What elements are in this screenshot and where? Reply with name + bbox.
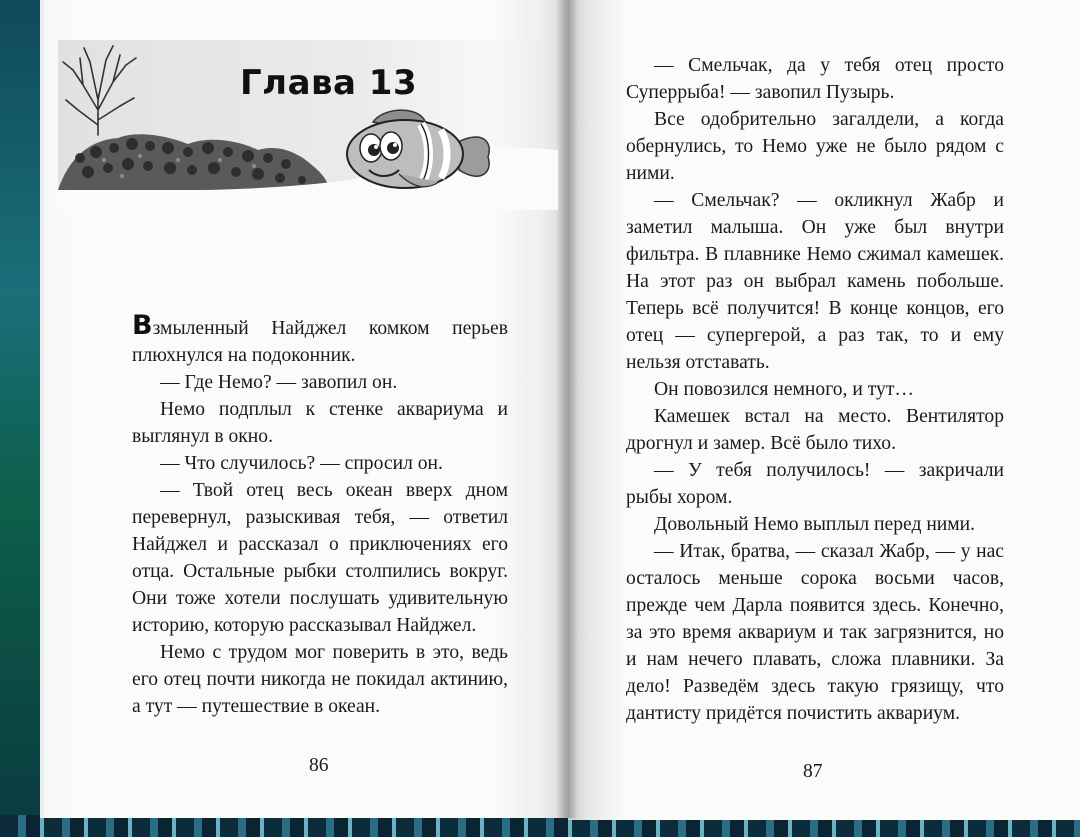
drop-cap: В (132, 310, 153, 341)
right-page-text (626, 52, 1004, 727)
paragraph: Он повозился немного, и тут… (654, 379, 914, 400)
paragraph: — Где Немо? — завопил он. (160, 372, 398, 393)
paragraph: Камешек встал на место. Вентилятор дрогнул и замер. Всё было тихо. (626, 406, 1004, 454)
paragraph: — Смельчак? — окликнул Жабр и заметил малыша. Он уже был внутри фильтра. В плавнике Немо сжимал камешек. На этот раз он выбрал камень побольше. Теперь всё получится! В конце концов, его отец — супергерой, а раз так, то и ему нельзя отставать. (626, 190, 1004, 373)
chapter-title: Глава 13 (240, 63, 418, 103)
book-gutter (556, 0, 578, 818)
page-number-left: 86 (309, 755, 329, 776)
paragraph: — Что случилось? — спросил он. (160, 453, 443, 474)
paragraph: — Итак, братва, — сказал Жабр, — у нас осталось меньше сорока восьми часов, прежде чем Дарла появится здесь. Конечно, за это время аквариум и так загрязнится, но и нам нечего плавать, сложа плавники. За дело! Разведём здесь такую грязищу, что дантисту придётся почистить аквариум. (626, 541, 1004, 724)
left-page-text (132, 310, 508, 720)
paragraph: Все одобрительно загалдели, а когда обернулись, то Немо уже не было рядом с ними. (626, 109, 1004, 184)
paragraph: — Твой отец весь океан вверх дном перевернул, разыскивая тебя, — ответил Найджел и рассказал о приключениях его отца. Остальные рыбки столпились вокруг. Они тоже хотели послушать удивительную историю, которую рассказывал Найджел. (132, 480, 508, 636)
paragraph: — Смельчак, да у тебя отец просто Суперрыба! — завопил Пузырь. (626, 55, 1004, 103)
paragraph: Взмыленный Найджел комком перьев плюхнулся на подоконник. (132, 310, 508, 366)
page-number-right: 87 (803, 761, 823, 782)
paragraph: Немо подплыл к стенке аквариума и выглянул в окно. (132, 399, 508, 447)
paragraph: Немо с трудом мог поверить в это, ведь его отец почти никогда не покидал актинию, а тут — путешествие в океан. (132, 642, 508, 717)
paragraph: — У тебя получилось! — закричали рыбы хором. (626, 460, 1004, 508)
paragraph: Довольный Немо выплыл перед ними. (654, 514, 976, 535)
